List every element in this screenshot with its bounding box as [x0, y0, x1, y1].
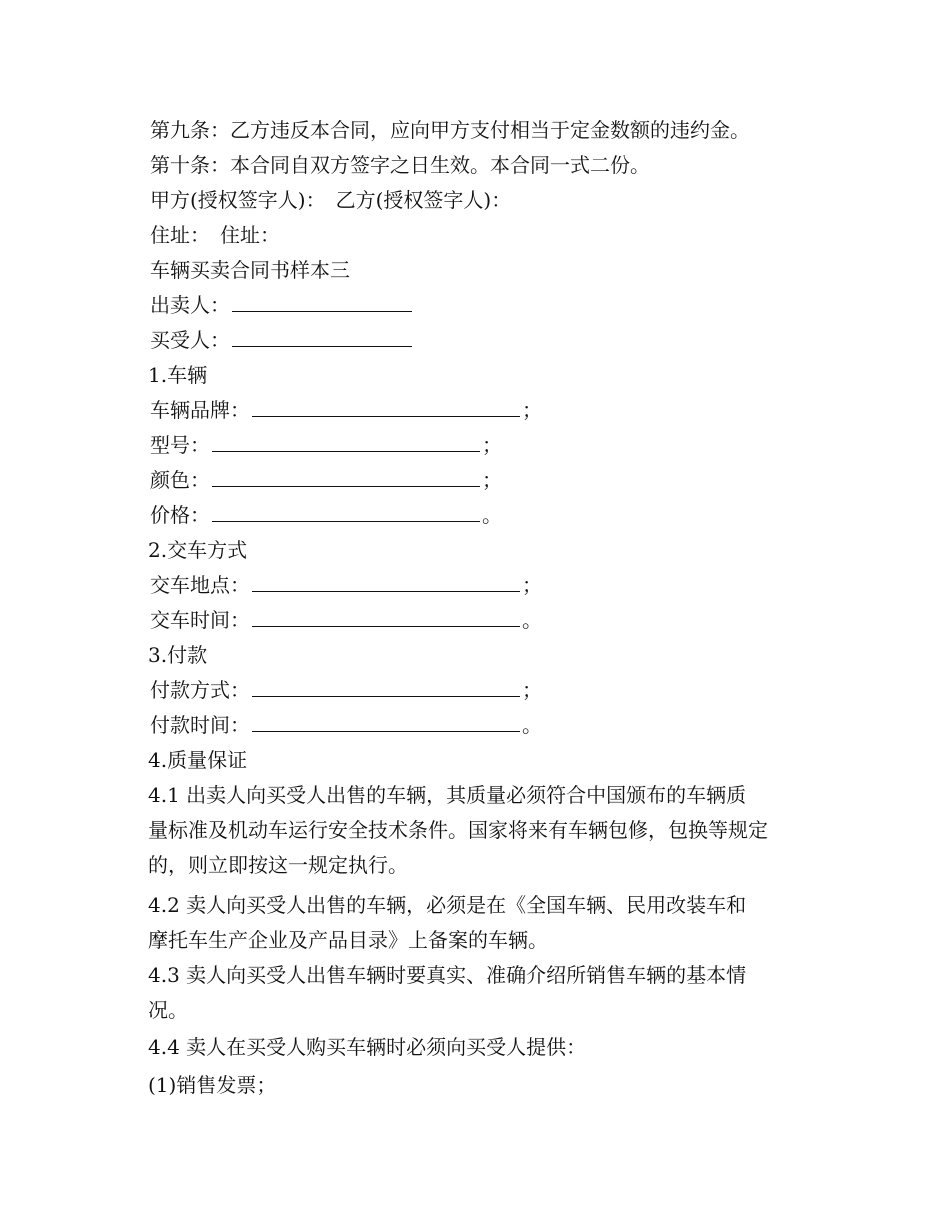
model-end: ； [482, 433, 502, 457]
delivery-time-label: 交车时间： [150, 608, 250, 632]
delivery-place-field [150, 571, 542, 599]
sample-title: 车辆买卖合同书样本三 [150, 258, 350, 282]
clause-4-2 [148, 888, 818, 958]
buyer-blank [232, 326, 412, 347]
delivery-time-end: 。 [522, 608, 542, 632]
payment-method-label: 付款方式： [150, 678, 250, 702]
payment-time-end: 。 [522, 713, 542, 737]
clause-4-2-line-2: 摩托车生产企业及产品目录》上备案的车辆。 [148, 928, 548, 952]
buyer-label: 买受人： [150, 328, 230, 352]
payment-method-field [150, 676, 542, 704]
color-blank [212, 466, 480, 487]
delivery-place-end: ； [522, 573, 542, 597]
payment-method-end: ； [522, 678, 542, 702]
delivery-time-blank [252, 606, 520, 627]
model-field [150, 431, 502, 459]
clause-4-4 [148, 1030, 818, 1065]
seller-label: 出卖人： [150, 293, 230, 317]
model-label: 型号： [150, 433, 210, 457]
price-label: 价格： [150, 503, 210, 527]
section-delivery: 2.交车方式 [148, 538, 248, 562]
clause-ten: 第十条：本合同自双方签字之日生效。本合同一式二份。 [150, 153, 650, 177]
buyer-field [150, 326, 414, 354]
section-vehicle: 1.车辆 [148, 363, 208, 387]
payment-time-field [150, 711, 542, 739]
price-end: 。 [482, 503, 502, 527]
color-field [150, 466, 502, 494]
color-end: ； [482, 468, 502, 492]
clause-4-1-line-3: 的，则立即按这一规定执行。 [148, 853, 408, 877]
section-payment: 3.付款 [148, 643, 208, 667]
clause-4-3 [148, 958, 818, 1028]
clause-4-3-line-1: 4.3 卖人向买受人出售车辆时要真实、准确介绍所销售车辆的基本情 [148, 963, 747, 987]
payment-time-blank [252, 711, 520, 732]
clause-4-3-line-2: 况。 [148, 998, 188, 1022]
clause-4-1-line-2: 量标准及机动车运行安全技术条件。国家将来有车辆包修，包换等规定 [148, 818, 768, 842]
price-blank [212, 501, 480, 522]
clause-4-1-line-1: 4.1 出卖人向买受人出售的车辆，其质量必须符合中国颁布的车辆质 [148, 783, 747, 807]
delivery-place-blank [252, 571, 520, 592]
model-blank [212, 431, 480, 452]
section-quality: 4.质量保证 [148, 748, 248, 772]
price-field [150, 501, 502, 529]
clause-nine: 第九条：乙方违反本合同，应向甲方支付相当于定金数额的违约金。 [150, 118, 750, 142]
clause-4-4-line-1: 4.4 卖人在买受人购买车辆时必须向买受人提供： [148, 1035, 587, 1059]
address-line: 住址： 住址： [150, 223, 280, 247]
clause-4-2-line-1: 4.2 卖人向买受人出售的车辆，必须是在《全国车辆、民用改装车和 [148, 893, 747, 917]
delivery-place-label: 交车地点： [150, 573, 250, 597]
brand-label: 车辆品牌： [150, 398, 250, 422]
signature-line: 甲方(授权签字人)： 乙方(授权签字人)： [150, 188, 512, 212]
clause-4-1 [148, 778, 818, 883]
brand-blank [252, 396, 520, 417]
seller-field [150, 291, 414, 319]
brand-field [150, 396, 542, 424]
brand-end: ； [522, 398, 542, 422]
seller-blank [232, 291, 412, 312]
delivery-time-field [150, 606, 542, 634]
color-label: 颜色： [150, 468, 210, 492]
payment-time-label: 付款时间： [150, 713, 250, 737]
item-sales-invoice: (1)销售发票； [148, 1073, 277, 1097]
payment-method-blank [252, 676, 520, 697]
